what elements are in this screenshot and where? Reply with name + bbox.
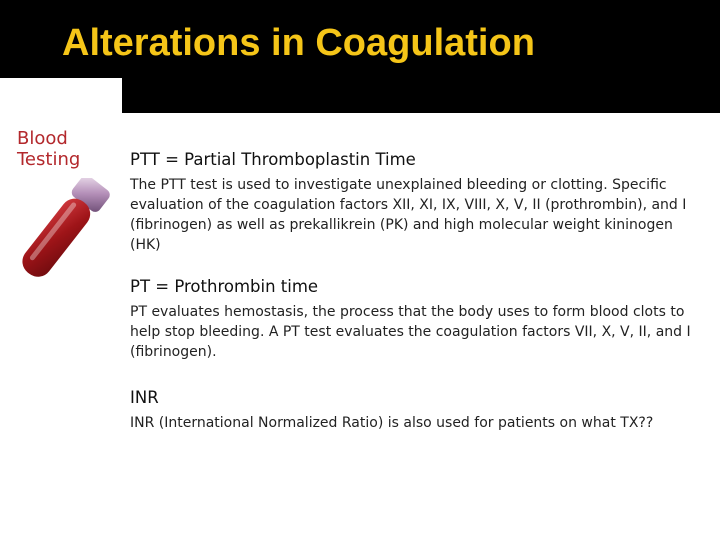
section-inr <box>130 388 705 433</box>
section-ptt <box>130 150 705 255</box>
section-heading: PTT = Partial Thromboplastin Time <box>130 150 416 169</box>
section-pt <box>130 277 705 362</box>
blood-testing-label: Blood Testing <box>17 128 81 170</box>
slide-title: Alterations in Coagulation <box>62 22 535 64</box>
section-body: The PTT test is used to investigate unexplained bleeding or clotting. Specific evaluation of the coagulation factors XII, XI, IX, VIII, X, V, II (prothrombin), and I (fibrinogen) as well as prekallikrein (PK) and high molecular weight kininogen (HK) <box>130 177 687 253</box>
section-body: PT evaluates hemostasis, the process that the body uses to form blood clots to help stop bleeding. A PT test evaluates the coagulation factors VII, X, V, II, and I (fibrinogen). <box>130 304 691 360</box>
section-heading: PT = Prothrombin time <box>130 277 319 296</box>
section-heading: INR <box>130 388 159 407</box>
side-notch <box>0 78 122 113</box>
blood-tube-icon <box>5 178 115 288</box>
content-area <box>130 150 705 455</box>
section-body: INR (International Normalized Ratio) is also used for patients on what TX?? <box>130 415 654 431</box>
